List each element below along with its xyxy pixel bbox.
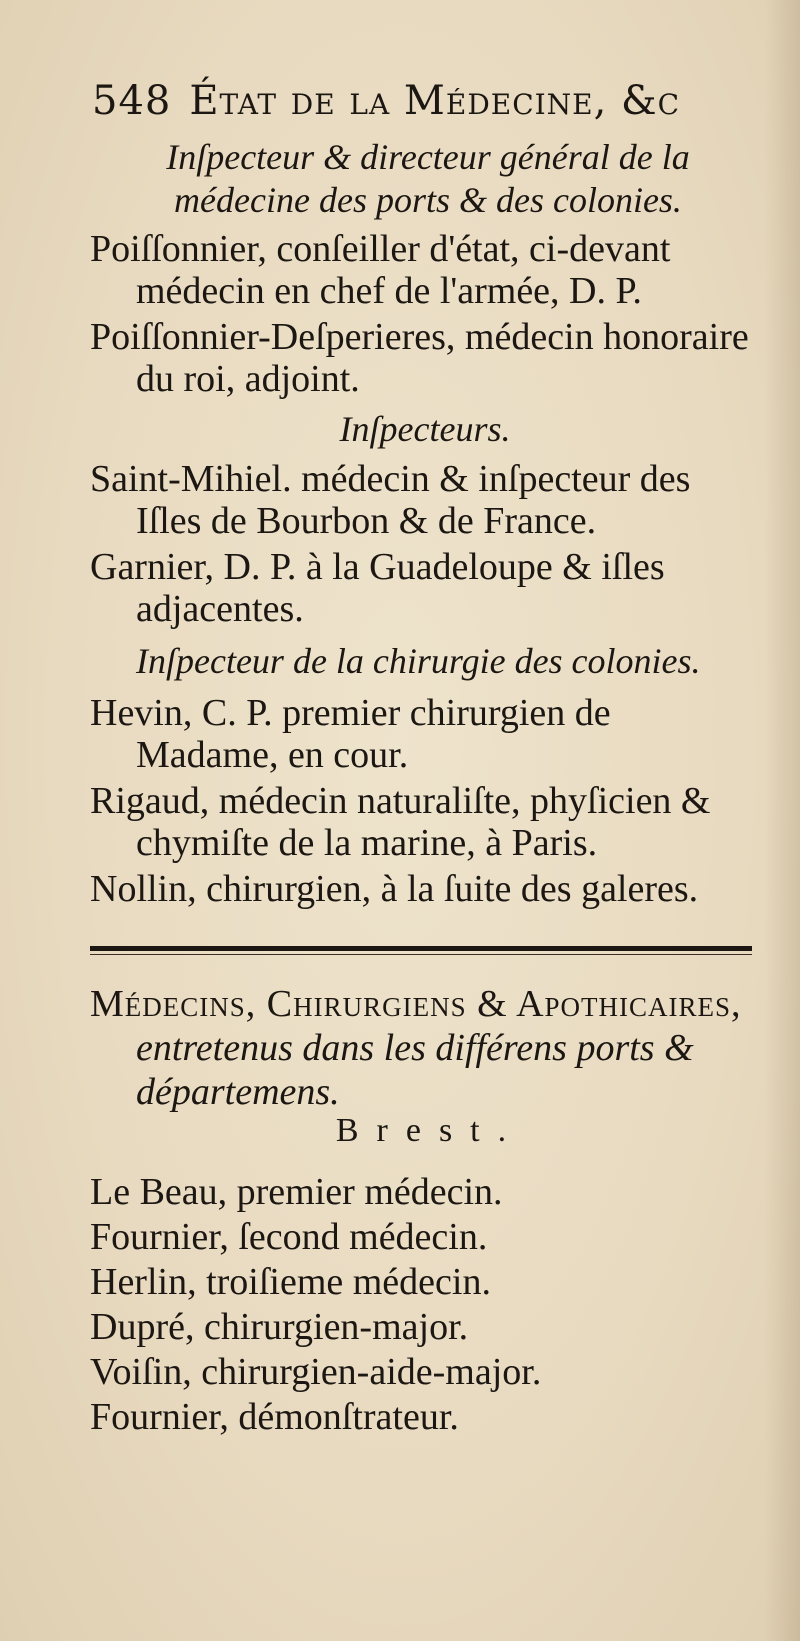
running-title: État de la Médecine, &c (189, 78, 681, 124)
section-heading-caps: Médecins, Chirurgiens & Apothicaires, (90, 983, 742, 1025)
section-heading (90, 982, 800, 1114)
page-gutter-shadow (764, 0, 800, 1641)
entry-saint-mihiel: Saint-Mihiel. médecin & inſpecteur des Iſles de Bourbon & de France. (90, 458, 691, 542)
entry-nollin: Nollin, chirurgien, à la ſuite des galeres. (90, 868, 699, 910)
section-rule (90, 946, 752, 951)
entry-hevin: Hevin, C. P. premier chirurgien de Madame, en cour. (90, 692, 611, 776)
section-heading-italic: entretenus dans les différens ports & départemens. (136, 1027, 694, 1113)
top-entries (90, 228, 760, 400)
entry-rigaud: Rigaud, médecin naturaliſte, phyſicien & chymiſte de la marine, à Paris. (90, 780, 711, 864)
city-heading: Brest. (335, 1112, 525, 1149)
brest-entries (90, 1170, 760, 1440)
entry-le-beau: Le Beau, premier médecin. (90, 1171, 503, 1213)
entry-dupre: Dupré, chirurgien-major. (90, 1306, 469, 1348)
chirurgie-entries (90, 692, 760, 910)
entry-poissonnier-desperieres: Poiſſonnier-Deſperieres, médecin honoraire du roi, adjoint. (90, 316, 749, 400)
entry-herlin: Herlin, troiſieme médecin. (90, 1261, 491, 1303)
page-number: 548 (92, 78, 172, 124)
entry-fournier-second: Fournier, ſecond médecin. (90, 1216, 488, 1258)
inspecteurs-heading: Inſpecteurs. (339, 409, 511, 449)
running-head (92, 78, 752, 124)
entry-voisin: Voiſin, chirurgien-aide-major. (90, 1351, 542, 1393)
inspecteurs-entries (90, 458, 760, 630)
entry-poissonnier: Poiſſonnier, conſeiller d'état, ci-devant médecin en chef de l'armée, D. P. (90, 228, 671, 312)
entry-garnier: Garnier, D. P. à la Guadeloupe & iſles adjacentes. (90, 546, 665, 630)
entry-fournier-demonstrateur: Fournier, démonſtrateur. (90, 1396, 459, 1438)
top-heading: Inſpecteur & directeur général de la médecine des ports & des colonies. (166, 137, 690, 220)
chirurgie-heading: Inſpecteur de la chirurgie des colonies. (136, 641, 701, 681)
